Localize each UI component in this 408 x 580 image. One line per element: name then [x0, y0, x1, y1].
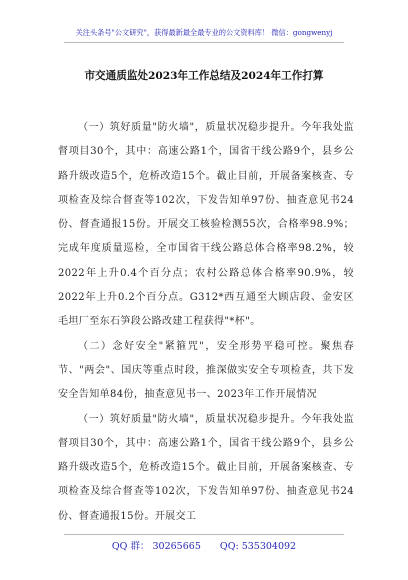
- qq-group-number: QQ 群： 30265665: [111, 541, 201, 552]
- header-notice: 关注头条号"公文研究"，获得最新最全最专业的公文资料库！ 微信：gongwenyj: [75, 28, 333, 37]
- document-body: [58, 116, 354, 529]
- paragraph-quality-repeat: （一）筑好质量"防火墙"，质量状况稳步提升。今年我处监督项目30个，其中：高速公路1个，国省干线公路9个，县乡公路升级改造5个，危桥改造15个。截止目前，开展备案核查、专项检查及综合督查等102次，下发告知单97份、抽查意见书24份、督查通报15份。开展交工: [58, 413, 354, 522]
- footer-contact: [0, 538, 408, 552]
- paragraph-safety: （二）念好安全"紧箍咒"，安全形势平稳可控。聚焦春节、"两会"、国庆等重点时段，推深做实安全专项检查，共下发安全告知单84份，抽查意见书一、2023年工作开展情况: [58, 340, 354, 401]
- paragraph-quality: （一）筑好质量"防火墙"，质量状况稳步提升。今年我处监督项目30个，其中：高速公路1个，国省干线公路9个，县乡公路升级改造5个，危桥改造15个。截止目前，开展备案核查、专项检查及综合督查等102次，下发告知单97份、抽查意见书24份、督查通报15份。开展交工核验检测55次，合格率98.9%；完成年度质量巡检，全市国省干线公路总体合格率98.2%，较2022年上升0.4个百分点；农村公路总体合格率90.9%，较2022年上升0.2个百分点。G312*西互通至大顾店段、金安区毛坦厂至东石笋段公路改建工程获得"*杯"。: [58, 122, 354, 328]
- header-divider: [64, 42, 344, 43]
- document-title: 市交通质监处2023年工作总结及2024年工作打算: [84, 70, 324, 82]
- qq-contact-number: QQ: 535304092: [219, 541, 297, 552]
- footer-divider: [64, 534, 344, 535]
